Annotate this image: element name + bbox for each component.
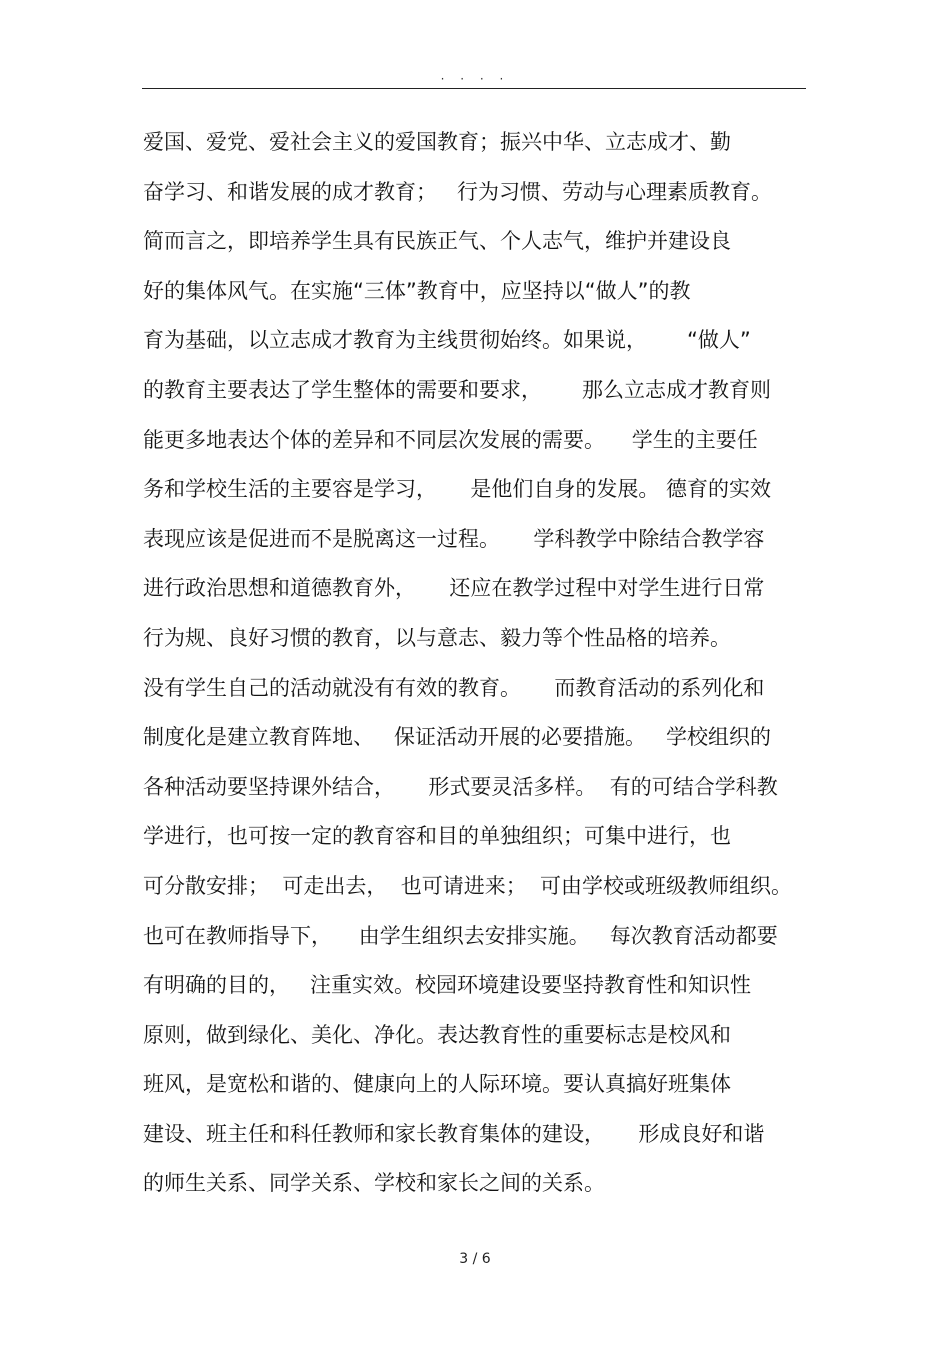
text-line: 表现应该是促进而不是脱离这一过程。 学科教学中除结合教学容 — [143, 526, 765, 551]
text-line: 学进行，也可按一定的教育容和目的单独组织；可集中进行，也 — [143, 824, 731, 849]
text-line: 没有学生自己的活动就没有有效的教育。 而教育活动的系列化和 — [143, 675, 765, 700]
text-line: 建设、班主任和科任教师和家长教育集体的建设， 形成良好和谐 — [143, 1121, 765, 1146]
header-divider — [142, 88, 806, 89]
text-line: 的师生关系、同学关系、学校和家长之间的关系。 — [143, 1171, 605, 1196]
header-dots: · · · · — [440, 72, 510, 86]
text-line: 爱国、爱党、爱社会主义的爱国教育；振兴中华、立志成才、勤 — [143, 130, 731, 154]
text-line: 原则，做到绿化、美化、净化。表达教育性的重要标志是校风和 — [143, 1022, 731, 1047]
text-line: 奋学习、和谐发展的成才教育； 行为习惯、劳动与心理素质教育。 — [143, 179, 773, 204]
text-line: 有明确的目的， 注重实效。校园环境建设要坚持教育性和知识性 — [143, 973, 752, 998]
text-line: 的教育主要表达了学生整体的需要和要求， 那么立志成才教育则 — [143, 377, 772, 402]
text-line: 班风，是宽松和谐的、健康向上的人际环境。要认真搞好班集体 — [143, 1072, 731, 1097]
body-text — [143, 118, 823, 1209]
text-line: 好的集体风气。在实施“三体”教育中，应坚持以“做人”的教 — [143, 278, 691, 303]
text-line: 行为规、良好习惯的教育，以与意志、毅力等个性品格的培养。 — [143, 625, 731, 650]
text-line: 各种活动要坚持课外结合， 形式要灵活多样。 有的可结合学科教 — [143, 774, 778, 799]
text-line: 制度化是建立教育阵地、 保证活动开展的必要措施。 学校组织的 — [143, 725, 772, 750]
text-line: 育为基础，以立志成才教育为主线贯彻始终。如果说， “做人” — [143, 328, 751, 353]
text-line: 可分散安排； 可走出去， 也可请进来； 可由学校或班级教师组织。 — [143, 873, 793, 898]
text-line: 也可在教师指导下， 由学生组织去安排实施。 每次教育活动都要 — [143, 923, 778, 948]
text-line: 简而言之，即培养学生具有民族正气、个人志气，维护并建设良 — [143, 229, 731, 254]
text-line: 进行政治思想和道德教育外， 还应在教学过程中对学生进行日常 — [143, 576, 765, 601]
page-number: 3 / 6 — [459, 1251, 491, 1267]
text-line: 务和学校生活的主要容是学习， 是他们自身的发展。 德育的实效 — [143, 477, 772, 502]
text-line: 能更多地表达个体的差异和不同层次发展的需要。 学生的主要任 — [143, 427, 758, 452]
